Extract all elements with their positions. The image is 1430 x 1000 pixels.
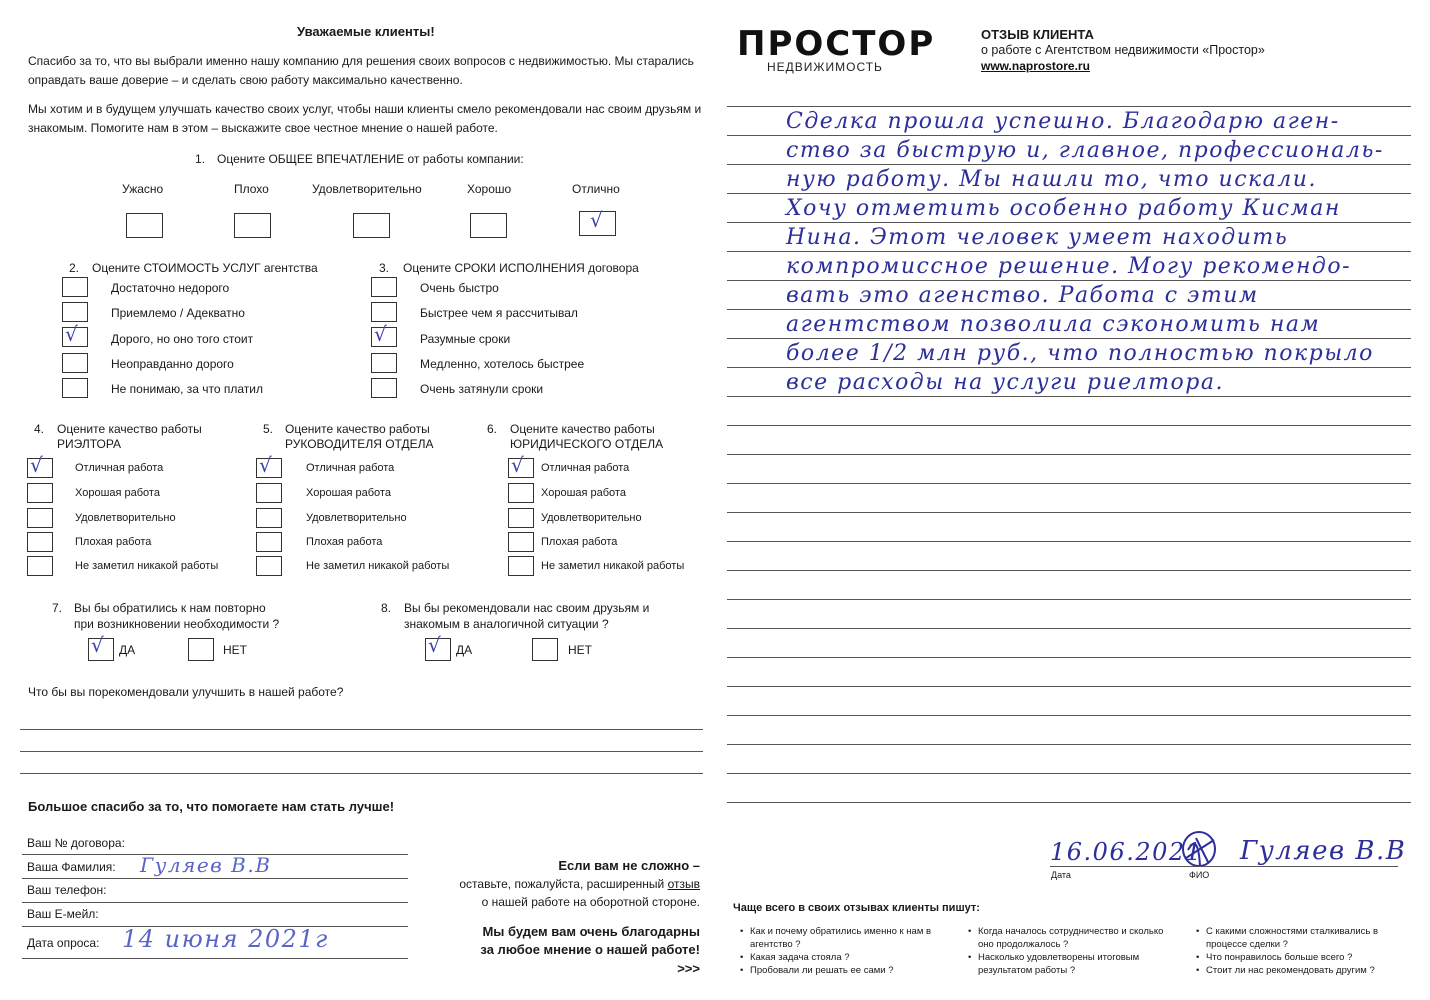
q4-checkbox[interactable] (27, 556, 53, 576)
q2-checkbox[interactable] (62, 378, 88, 398)
q4-label: Оцените качество работы (57, 422, 202, 436)
q7-yes-label: ДА (119, 643, 136, 657)
writing-line[interactable] (727, 193, 1411, 194)
q3-option-label: Быстрее чем я рассчитывал (420, 306, 578, 320)
writing-line[interactable] (727, 280, 1411, 281)
review-link[interactable]: отзыв (667, 877, 700, 891)
q2-option-label: Не понимаю, за что платил (111, 382, 264, 396)
tip-item: процессе сделки ? (1206, 939, 1288, 950)
q6-checkbox[interactable] (508, 556, 534, 576)
writing-line[interactable] (727, 628, 1411, 629)
date-label: Дата опроса: (27, 936, 100, 950)
writing-line[interactable] (727, 164, 1411, 165)
page-title: Уважаемые клиенты! (297, 24, 435, 39)
writing-line[interactable] (727, 657, 1411, 658)
writing-line[interactable] (727, 338, 1411, 339)
q1-checkbox[interactable] (234, 213, 271, 238)
q4-option-label: Хорошая работа (75, 487, 160, 499)
writing-line[interactable] (727, 744, 1411, 745)
q1-option-label: Хорошо (467, 182, 512, 196)
q3-checkbox[interactable] (371, 353, 397, 373)
check-mark-icon: √ (374, 322, 387, 346)
improve-line[interactable] (20, 773, 703, 774)
q5-option-label: Отличная работа (306, 462, 395, 474)
review-title: ОТЗЫВ КЛИЕНТА (981, 27, 1094, 42)
review-text-line: Хочу отметить особенно работу Кисман (786, 196, 1341, 221)
check-mark-icon: √ (65, 322, 78, 346)
q5-checkbox[interactable] (256, 556, 282, 576)
sign-date: 16.06.2021 (1050, 838, 1203, 866)
q4-option-label: Отличная работа (75, 462, 164, 474)
q5-checkbox[interactable] (256, 532, 282, 552)
q2-option-label: Достаточно недорого (111, 281, 230, 295)
writing-line[interactable] (727, 483, 1411, 484)
q1-number: 1. (195, 152, 206, 166)
q4-number: 4. (34, 422, 45, 436)
q5-option-label: Плохая работа (306, 536, 383, 548)
date-value: 14 июня 2021г (122, 925, 329, 953)
tips-title: Чаще всего в своих отзывах клиенты пишут: (733, 902, 980, 914)
writing-line[interactable] (727, 106, 1411, 107)
tip-item: • С какими сложностями сталкивались в (1206, 925, 1378, 938)
q4-checkbox[interactable] (27, 532, 53, 552)
side-note-line: за любое мнение о нашей работе! (480, 942, 700, 957)
writing-line[interactable] (727, 541, 1411, 542)
q6-checkbox[interactable] (508, 483, 534, 503)
logo-text: ПРОСТОР (737, 24, 936, 64)
q2-number: 2. (69, 261, 80, 275)
q3-option-label: Очень затянули сроки (420, 382, 544, 396)
check-mark-icon: √ (511, 453, 524, 477)
tip-item: • Пробовали ли решать ее сами ? (750, 964, 931, 977)
q2-checkbox-checked[interactable] (62, 322, 88, 347)
writing-line[interactable] (727, 715, 1411, 716)
improve-line[interactable] (20, 729, 703, 730)
q3-number: 3. (379, 261, 390, 275)
q7-number: 7. (52, 601, 63, 615)
website-link[interactable]: www.naprostore.ru (981, 59, 1090, 73)
q3-option-label: Разумные сроки (420, 332, 511, 346)
side-note-line: Если вам не сложно – (558, 858, 700, 873)
fio-caption: ФИО (1189, 870, 1210, 880)
q4-checkbox-checked[interactable] (27, 453, 53, 478)
q8-label: знакомым в аналогичной ситуации ? (404, 617, 609, 631)
q6-option-label: Отличная работа (541, 462, 630, 474)
arrows-icon: >>> (677, 961, 700, 976)
q1-checkbox-checked[interactable] (579, 208, 616, 236)
review-text-line: Сделка прошла успешно. Благодарю аген- (786, 109, 1340, 134)
review-text-line: компромиссное решение. Могу рекомендо- (786, 254, 1352, 279)
writing-line[interactable] (727, 222, 1411, 223)
side-note-line: Мы будем вам очень благодарны (482, 924, 700, 939)
q2-checkbox[interactable] (62, 277, 88, 297)
q8-yes-label: ДА (456, 643, 473, 657)
q6-checkbox-checked[interactable] (508, 453, 534, 478)
q5-checkbox[interactable] (256, 483, 282, 503)
intro-text: оправдать ваше доверие – и сделать свою работу максимально качественно. (28, 73, 463, 87)
tips-column (750, 925, 931, 977)
tip-item: • Стоит ли нас рекомендовать другим ? (1206, 964, 1378, 977)
q7-yes-checkbox[interactable] (88, 633, 114, 661)
q1-option-label: Ужасно (122, 182, 164, 196)
q2-checkbox[interactable] (62, 302, 88, 322)
side-note-line: о нашей работе на оборотной стороне. (481, 895, 700, 909)
tips-column (978, 925, 1163, 977)
q1-checkbox[interactable] (353, 213, 390, 238)
sign-name: Гуляев В.В (1240, 836, 1407, 866)
q3-label: Оцените СРОКИ ИСПОЛНЕНИЯ договора (403, 261, 639, 275)
q8-no-checkbox[interactable] (532, 638, 558, 661)
q6-label: ЮРИДИЧЕСКОГО ОТДЕЛА (510, 437, 664, 451)
email-label: Ваш Е-мейл: (27, 907, 99, 921)
q6-checkbox[interactable] (508, 508, 534, 528)
surname-value: Гуляев В.В (140, 853, 272, 877)
q2-checkbox[interactable] (62, 353, 88, 373)
q5-checkbox[interactable] (256, 508, 282, 528)
q7-no-checkbox[interactable] (188, 638, 214, 661)
phone-label: Ваш телефон: (27, 883, 107, 897)
signature-line[interactable] (1050, 866, 1398, 867)
q2-option-label: Дорого, но оно того стоит (111, 332, 254, 346)
q6-label: Оцените качество работы (510, 422, 655, 436)
review-text-line: вать это агенство. Работа с этим (786, 283, 1259, 308)
q5-label: РУКОВОДИТЕЛЯ ОТДЕЛА (285, 437, 434, 451)
q1-option-label: Удовлетворительно (312, 182, 422, 196)
q5-label: Оцените качество работы (285, 422, 430, 436)
review-text-line: Нина. Этот человек умеет находить (786, 225, 1289, 250)
q3-checkbox[interactable] (371, 302, 397, 322)
side-note-text: оставьте, пожалуйста, расширенный (459, 877, 668, 891)
phone-field[interactable] (22, 902, 408, 903)
logo (737, 24, 936, 74)
q1-option-label: Плохо (234, 182, 269, 196)
q1-label: Оцените ОБЩЕЕ ВПЕЧАТЛЕНИЕ от работы компании: (217, 152, 524, 166)
writing-line[interactable] (727, 367, 1411, 368)
signature-icon (1178, 828, 1220, 870)
q3-checkbox-checked[interactable] (371, 322, 397, 347)
q7-label: при возникновении необходимости ? (74, 617, 280, 631)
q8-label: Вы бы рекомендовали нас своим друзьям и (404, 601, 650, 615)
review-subtitle: о работе с Агентством недвижимости «Простор» (981, 43, 1265, 57)
tip-item: • Как и почему обратились именно к нам в (750, 925, 931, 938)
q5-number: 5. (263, 422, 274, 436)
q4-checkbox[interactable] (27, 483, 53, 503)
q7-label: Вы бы обратились к нам повторно (74, 601, 266, 615)
thanks-text: Большое спасибо за то, что помогаете нам стать лучше! (28, 799, 395, 814)
side-note (420, 857, 700, 979)
writing-line[interactable] (727, 135, 1411, 136)
review-text-line: ную работу. Мы нашли то, что искали. (786, 167, 1317, 192)
q2-label: Оцените СТОИМОСТЬ УСЛУГ агентства (92, 261, 318, 275)
q4-option-label: Не заметил никакой работы (75, 560, 219, 572)
tip-item: • Когда началось сотрудничество и сколько (978, 925, 1163, 938)
tip-item: результатом работы ? (978, 965, 1076, 976)
q7-no-label: НЕТ (223, 643, 247, 657)
check-mark-icon: √ (428, 633, 441, 657)
q8-number: 8. (381, 601, 392, 615)
q3-checkbox[interactable] (371, 378, 397, 398)
q4-option-label: Удовлетворительно (75, 512, 176, 524)
writing-line[interactable] (727, 309, 1411, 310)
contract-label: Ваш № договора: (27, 836, 125, 850)
q6-number: 6. (487, 422, 498, 436)
writing-line[interactable] (727, 396, 1411, 397)
q1-option-label: Отлично (572, 182, 620, 196)
q6-option-label: Хорошая работа (541, 487, 626, 499)
tips-column (1206, 925, 1378, 977)
writing-line[interactable] (727, 599, 1411, 600)
intro-text: Спасибо за то, что вы выбрали именно нашу компанию для решения своих вопросов с недвижимостью. Мы старались (28, 54, 694, 68)
writing-line[interactable] (727, 773, 1411, 774)
q3-checkbox[interactable] (371, 277, 397, 297)
q5-option-label: Удовлетворительно (306, 512, 407, 524)
q6-option-label: Не заметил никакой работы (541, 560, 685, 572)
date-field[interactable] (22, 958, 408, 959)
q3-option-label: Очень быстро (420, 281, 499, 295)
writing-line[interactable] (727, 570, 1411, 571)
q2-option-label: Неоправданно дорого (111, 357, 234, 371)
writing-line[interactable] (727, 425, 1411, 426)
improve-line[interactable] (20, 751, 703, 752)
surname-label: Ваша Фамилия: (27, 860, 116, 874)
q1-checkbox[interactable] (126, 213, 163, 238)
side-note-line (420, 875, 700, 893)
writing-line[interactable] (727, 454, 1411, 455)
tip-item: • Что понравилось больше всего ? (1206, 951, 1378, 964)
q2-option-label: Приемлемо / Адекватно (111, 306, 245, 320)
check-mark-icon: √ (91, 633, 104, 657)
tip-item: оно продолжалось ? (978, 939, 1069, 950)
review-text-line: ство за быструю и, главное, профессиональ- (786, 138, 1384, 163)
q4-option-label: Плохая работа (75, 536, 152, 548)
q4-label: РИЭЛТОРА (57, 437, 122, 451)
improve-label: Что бы вы порекомендовали улучшить в нашей работе? (28, 685, 344, 699)
review-text-line: все расходы на услуги риелтора. (786, 370, 1224, 395)
q6-checkbox[interactable] (508, 532, 534, 552)
tip-item: агентство ? (750, 939, 801, 950)
tip-item: • Насколько удовлетворены итоговым (978, 951, 1163, 964)
writing-line[interactable] (727, 686, 1411, 687)
intro-text: Мы хотим и в будущем улучшать качество своих услуг, чтобы наши клиенты смело рекомендовали нас своим друзьям и (28, 102, 702, 116)
q5-checkbox-checked[interactable] (256, 453, 282, 478)
q6-option-label: Удовлетворительно (541, 512, 642, 524)
check-mark-icon: √ (30, 453, 43, 477)
q4-checkbox[interactable] (27, 508, 53, 528)
q1-checkbox[interactable] (470, 213, 507, 238)
tip-item: • Какая задача стояла ? (750, 951, 931, 964)
date-caption: Дата (1051, 870, 1071, 880)
q5-option-label: Не заметил никакой работы (306, 560, 450, 572)
writing-line[interactable] (727, 802, 1411, 803)
q5-option-label: Хорошая работа (306, 487, 391, 499)
q6-option-label: Плохая работа (541, 536, 618, 548)
intro-text: знакомым. Помогите нам в этом – выскажите свое честное мнение о нашей работе. (28, 121, 498, 135)
review-text-line: более 1/2 млн руб., что полностью покрыло (786, 341, 1374, 366)
q8-yes-checkbox[interactable] (425, 633, 451, 661)
writing-line[interactable] (727, 512, 1411, 513)
surname-field[interactable] (22, 878, 408, 879)
q8-no-label: НЕТ (568, 643, 592, 657)
check-mark-icon: √ (259, 453, 272, 477)
review-text-line: агентством позволила сэкономить нам (786, 312, 1321, 337)
q3-option-label: Медленно, хотелось быстрее (420, 357, 585, 371)
writing-line[interactable] (727, 251, 1411, 252)
check-mark-icon: √ (590, 208, 603, 232)
logo-subtext: НЕДВИЖИМОСТЬ (767, 60, 883, 74)
